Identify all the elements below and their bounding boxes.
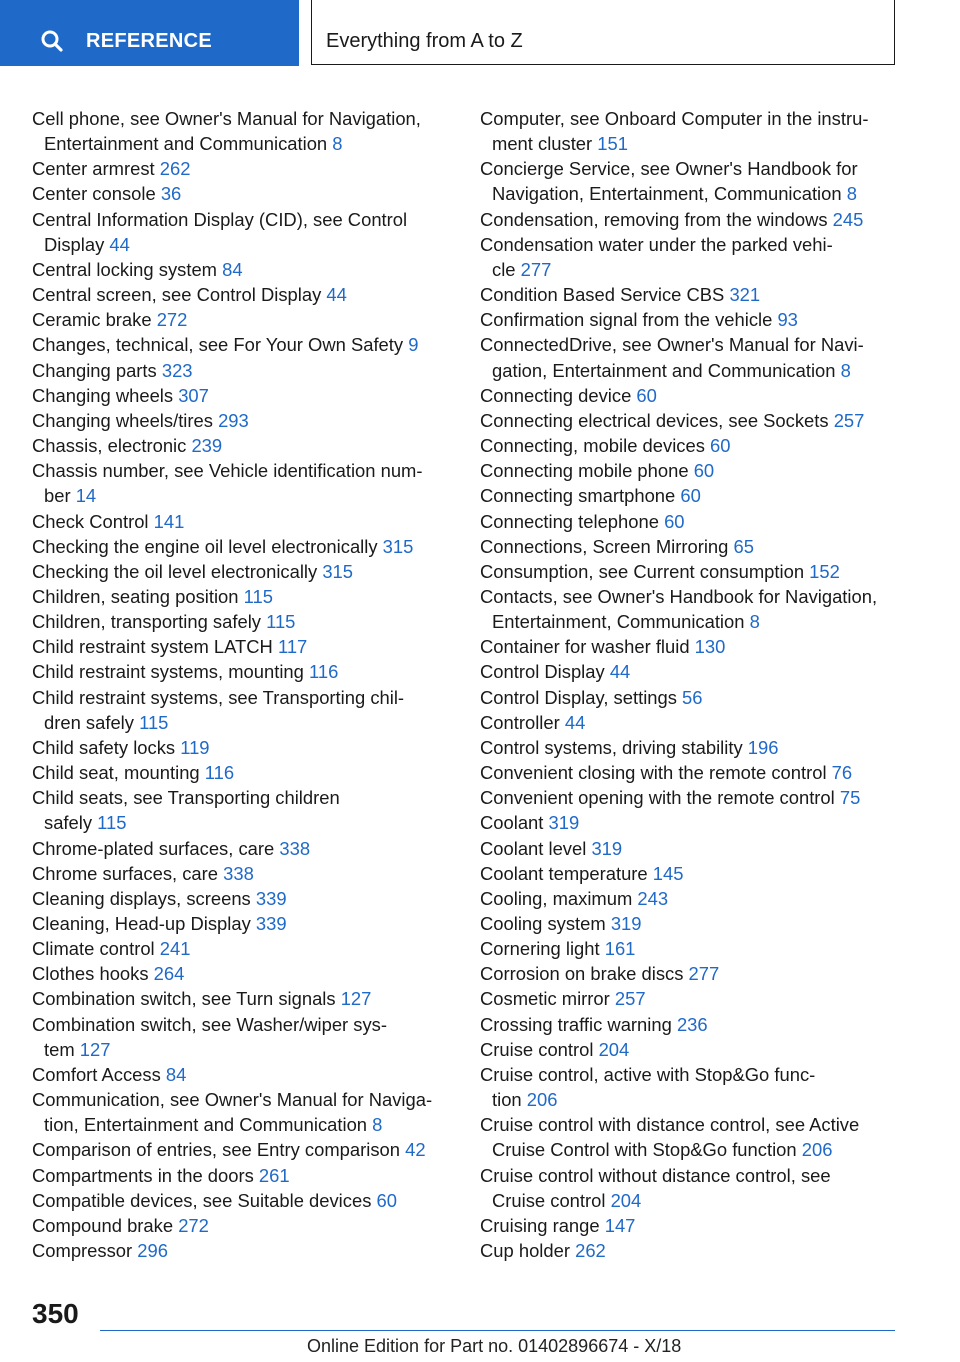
index-entry (480, 961, 900, 986)
index-entry-term: Convenient closing with the remote control (480, 762, 832, 784)
index-entry (32, 1062, 452, 1087)
index-entry-term: Contacts, see Owner's Handbook for Navigation, Entertainment, Communication (480, 585, 878, 633)
page-reference-link[interactable]: 339 (255, 913, 287, 934)
index-entry-term: Cleaning displays, screens (32, 887, 256, 909)
page-reference-link[interactable]: 277 (520, 258, 552, 280)
index-entry-term: Child seats, see Transporting children safely (32, 787, 340, 834)
index-entry-term: Coolant level (480, 837, 592, 859)
index-entry-term: Checking the engine oil level electronically (32, 535, 383, 557)
index-entry (480, 483, 900, 508)
page-number: 350 (32, 1298, 79, 1329)
index-entry-term: Consumption, see Current consumption (480, 560, 810, 582)
index-entry (32, 106, 452, 156)
page-reference-link[interactable]: 141 (153, 510, 185, 532)
page-reference-link[interactable]: 338 (279, 837, 311, 859)
index-entry-term: Central screen, see Control Display (32, 284, 327, 306)
index-entry (480, 986, 900, 1011)
index-entry (32, 1012, 452, 1062)
index-entry (32, 634, 452, 659)
index-entry-term: Checking the oil level electronically (32, 560, 323, 582)
page-reference-link[interactable]: 239 (191, 435, 223, 457)
page-reference-link[interactable]: 44 (109, 233, 130, 255)
index-entry-term: Communication, see Owner's Manual for Naviga- tion, Entertainment and Communication (32, 1089, 433, 1136)
index-entry-term: Chrome-plated surfaces, care (32, 837, 280, 859)
index-entry (480, 760, 900, 785)
index-entry (32, 307, 452, 332)
index-entry-term: Cruise control without distance control, see Cruise control (480, 1164, 831, 1211)
index-entry-term: Child seat, mounting (32, 762, 205, 784)
index-entry (32, 986, 452, 1011)
page-reference-link[interactable]: 127 (79, 1038, 111, 1060)
page-reference-link[interactable]: 319 (548, 812, 580, 834)
page-reference-link[interactable]: 151 (597, 133, 628, 155)
index-entry-term: Confirmation signal from the vehicle (480, 309, 778, 331)
index-entry (32, 509, 452, 534)
index-entry (480, 735, 900, 760)
index-entry-term: Controller (480, 711, 565, 733)
index-entry (480, 1037, 900, 1062)
page-reference-link[interactable]: 8 (846, 183, 857, 205)
page-reference-link[interactable]: 262 (159, 158, 191, 180)
page-reference-link[interactable]: 76 (831, 762, 853, 784)
page-reference-link[interactable]: 339 (255, 887, 287, 909)
page-reference-link[interactable]: 115 (139, 711, 169, 733)
index-entry-term: Compartments in the doors (32, 1164, 259, 1186)
index-entry-term: Cup holder (480, 1240, 576, 1262)
page-reference-link[interactable]: 93 (777, 309, 798, 331)
index-entry (480, 886, 900, 911)
index-entry (32, 207, 452, 257)
edition-text: Online Edition for Part no. 01402896674 - X/18 (307, 1336, 682, 1356)
index-entry (480, 710, 900, 735)
index-entry-term: Cruise control (480, 1038, 599, 1060)
index-entry (480, 1112, 900, 1162)
index-entry-term: Coolant (480, 812, 549, 834)
page-reference-link[interactable]: 60 (693, 460, 715, 482)
page-reference-link[interactable]: 307 (178, 384, 209, 406)
index-entry-term: Children, seating position (32, 585, 244, 607)
index-entry (32, 836, 452, 861)
index-entry-term: Center armrest (32, 158, 160, 180)
page-reference-link[interactable]: 117 (277, 636, 308, 658)
index-entry-term: Cruising range (480, 1214, 605, 1236)
index-entry (32, 961, 452, 986)
index-entry (32, 886, 452, 911)
index-entry (32, 1188, 452, 1213)
index-entry-term: Child safety locks (32, 736, 181, 758)
index-entry-term: Condition Based Service CBS (480, 284, 730, 306)
index-entry-term: ConnectedDrive, see Owner's Manual for Navi- gation, Entertainment and Communication (480, 334, 864, 381)
page-reference-link[interactable]: 145 (652, 862, 684, 884)
page-reference-link[interactable]: 257 (833, 409, 865, 431)
page-reference-link[interactable]: 84 (165, 1063, 187, 1085)
page-reference-link[interactable]: 245 (832, 208, 864, 230)
page-reference-link[interactable]: 204 (598, 1038, 630, 1060)
index-entry-term: Ceramic brake (32, 309, 157, 331)
index-entry-term: Chrome surfaces, care (32, 862, 224, 884)
page-reference-link[interactable]: 8 (749, 611, 760, 633)
page-reference-link[interactable]: 9 (408, 334, 419, 356)
page-reference-link[interactable]: 241 (159, 938, 191, 960)
index-entry (480, 509, 900, 534)
index-entry (32, 911, 452, 936)
index-entry (480, 433, 900, 458)
index-entry-term: Comfort Access (32, 1063, 166, 1085)
index-entry (480, 634, 900, 659)
index-entry-term: Check Control (32, 510, 154, 532)
index-entry (32, 181, 452, 206)
index-entry (32, 1087, 452, 1137)
index-entry (480, 207, 900, 232)
index-entry (480, 307, 900, 332)
page-title: Everything from A to Z (326, 30, 523, 52)
page-reference-link[interactable]: 147 (604, 1214, 636, 1236)
page-reference-link[interactable]: 115 (243, 585, 273, 607)
page-reference-link[interactable]: 319 (610, 913, 642, 934)
index-entry (480, 584, 900, 634)
index-entry (480, 458, 900, 483)
index-entry (32, 760, 452, 785)
page-reference-link[interactable]: 206 (526, 1089, 558, 1111)
index-entry-term: Cornering light (480, 938, 605, 960)
index-entry (32, 358, 452, 383)
page-reference-link[interactable]: 60 (664, 510, 685, 532)
index-entry-term: Compound brake (32, 1214, 179, 1236)
page-reference-link[interactable]: 321 (729, 284, 761, 306)
page-reference-link[interactable]: 65 (733, 535, 754, 557)
page-reference-link[interactable]: 161 (604, 938, 636, 960)
index-entry-term: Condensation, removing from the windows (480, 208, 833, 230)
page-reference-link[interactable]: 261 (258, 1164, 290, 1186)
index-entry (480, 383, 900, 408)
section-label: REFERENCE (86, 30, 213, 52)
page-reference-link[interactable]: 296 (137, 1240, 168, 1262)
page-reference-link[interactable]: 315 (382, 535, 414, 557)
index-entry-term: Control systems, driving stability (480, 736, 748, 758)
index-entry (480, 282, 900, 307)
page-reference-link[interactable]: 196 (747, 736, 779, 758)
page-reference-link[interactable]: 14 (75, 485, 97, 507)
index-entry-term: Child restraint systems, mounting (32, 661, 309, 683)
page-reference-link[interactable]: 152 (809, 560, 840, 582)
page-reference-link[interactable]: 36 (160, 183, 182, 205)
page-reference-link[interactable]: 8 (372, 1114, 383, 1136)
page-reference-link[interactable]: 60 (680, 485, 701, 507)
page-reference-link[interactable]: 84 (222, 258, 243, 280)
page-reference-link[interactable]: 8 (332, 133, 343, 155)
index-entry (32, 584, 452, 609)
index-entry-term: Connecting mobile phone (480, 460, 694, 482)
page-reference-link[interactable]: 8 (840, 359, 851, 381)
page-reference-link[interactable]: 127 (340, 988, 372, 1010)
index-entry (480, 659, 900, 684)
index-entry-term: Climate control (32, 938, 160, 960)
index-entry-term: Combination switch, see Turn signals (32, 988, 341, 1010)
index-entry-term: Convenient opening with the remote control (480, 787, 840, 809)
index-column-right (480, 106, 900, 1263)
index-entry-term: Changing wheels (32, 384, 179, 406)
index-entry-term: Comparison of entries, see Entry comparison (32, 1139, 406, 1161)
page-reference-link[interactable]: 272 (178, 1214, 209, 1236)
index-entry (480, 785, 900, 810)
index-entry-term: Connecting device (480, 384, 637, 406)
index-entry-term: Connections, Screen Mirroring (480, 535, 734, 557)
page-reference-link[interactable]: 319 (591, 837, 623, 859)
index-entry-term: Connecting electrical devices, see Sockets (480, 409, 834, 431)
index-entry (480, 408, 900, 433)
page-reference-link[interactable]: 60 (636, 384, 657, 406)
page-reference-link[interactable]: 56 (682, 686, 703, 708)
index-entry-term: Child restraint system LATCH (32, 636, 278, 658)
index-entry (32, 282, 452, 307)
index-entry-term: Combination switch, see Washer/wiper sys- tem (32, 1013, 387, 1060)
index-entry-term: Connecting, mobile devices (480, 435, 711, 457)
index-entry-term: Chassis, electronic (32, 435, 192, 457)
index-entry-term: Compatible devices, see Suitable devices (32, 1189, 377, 1211)
section-tab (0, 0, 299, 66)
index-entry (480, 232, 900, 282)
index-entry (32, 559, 452, 584)
index-entry (32, 156, 452, 181)
index-entry (480, 810, 900, 835)
page-reference-link[interactable]: 116 (308, 661, 339, 683)
index-entry (32, 1238, 452, 1263)
index-entry-term: Central locking system (32, 258, 223, 280)
index-entry (32, 936, 452, 961)
index-entry (32, 534, 452, 559)
index-entry-term: Control Display, settings (480, 686, 683, 708)
index-entry-term: Corrosion on brake discs (480, 963, 689, 985)
page-reference-link[interactable]: 116 (204, 762, 235, 784)
footer-divider (100, 1330, 895, 1331)
index-entry-term: Chassis number, see Vehicle identification num- ber (32, 460, 423, 507)
index-entry-term: Container for washer fluid (480, 636, 695, 658)
page-reference-link[interactable]: 75 (839, 787, 861, 809)
index-entry-term: Coolant temperature (480, 862, 653, 884)
index-entry (480, 911, 900, 936)
index-entry (480, 559, 900, 584)
index-entry-term: Cooling system (480, 913, 611, 934)
index-entry-term: Center console (32, 183, 161, 205)
header-title-box (311, 0, 895, 65)
index-entry (32, 659, 452, 684)
index-entry-term: Compressor (32, 1240, 138, 1262)
index-entry (480, 1163, 900, 1213)
page-reference-link[interactable]: 115 (266, 611, 296, 633)
index-entry-term: Condensation water under the parked vehi- cle (480, 233, 833, 280)
index-entry-term: Concierge Service, see Owner's Handbook for Navigation, Entertainment, Communication (480, 158, 858, 205)
index-entry (32, 1213, 452, 1238)
index-entry (32, 383, 452, 408)
index-entry (480, 861, 900, 886)
index-entry-term: Control Display (480, 661, 610, 683)
index-entry (480, 1213, 900, 1238)
page-reference-link[interactable]: 338 (223, 862, 254, 884)
page-reference-link[interactable]: 206 (801, 1139, 833, 1161)
index-entry-term: Cell phone, see Owner's Manual for Navigation, Entertainment and Communication (32, 108, 421, 155)
index-entry (32, 257, 452, 282)
index-entry-term: Cleaning, Head-up Display (32, 913, 256, 934)
index-entry (32, 408, 452, 433)
index-entry-term: Crossing traffic warning (480, 1013, 677, 1035)
page-reference-link[interactable]: 119 (180, 736, 210, 758)
index-entry-term: Cooling, maximum (480, 887, 638, 909)
page-reference-link[interactable]: 42 (405, 1139, 426, 1161)
index-entry-term: Changing parts (32, 359, 162, 381)
index-entry (480, 1238, 900, 1263)
index-entry (32, 433, 452, 458)
page-reference-link[interactable]: 60 (376, 1189, 397, 1211)
index-entry-term: Connecting telephone (480, 510, 665, 532)
index-entry (32, 609, 452, 634)
index-entry-term: Cruise control, active with Stop&Go func- tion (480, 1063, 816, 1111)
page-reference-link[interactable]: 323 (161, 359, 193, 381)
index-entry (480, 534, 900, 559)
page-reference-link[interactable]: 243 (637, 887, 669, 909)
page-reference-link[interactable]: 293 (218, 409, 249, 431)
index-entry (32, 1163, 452, 1188)
page-reference-link[interactable]: 44 (564, 711, 586, 733)
page-reference-link[interactable]: 315 (322, 560, 353, 582)
page-reference-link[interactable]: 262 (575, 1240, 606, 1262)
index-entry-term: Children, transporting safely (32, 611, 267, 633)
index-entry (32, 1137, 452, 1162)
index-entry (32, 458, 452, 508)
page-reference-link[interactable]: 264 (153, 963, 185, 985)
index-entry (480, 106, 900, 156)
index-entry-term: Child restraint systems, see Transporting chil- dren safely (32, 686, 405, 733)
index-entry (480, 1062, 900, 1112)
index-entry (480, 332, 900, 382)
index-entry-term: Clothes hooks (32, 963, 154, 985)
index-entry-term: Computer, see Onboard Computer in the instru- ment cluster (480, 108, 869, 155)
index-entry (480, 836, 900, 861)
index-entry (480, 156, 900, 206)
index-entry (32, 861, 452, 886)
index-entry (480, 685, 900, 710)
search-icon (40, 30, 70, 54)
page-reference-link[interactable]: 44 (326, 284, 347, 306)
index-entry-term: Central Information Display (CID), see Control Display (32, 208, 408, 255)
index-entry (32, 785, 452, 835)
index-entry (32, 685, 452, 735)
index-entry (32, 735, 452, 760)
index-entry (480, 936, 900, 961)
page-reference-link[interactable]: 204 (610, 1189, 642, 1211)
index-entry-term: Changing wheels/tires (32, 409, 219, 431)
page-reference-link[interactable]: 44 (609, 661, 631, 683)
index-entry (480, 1012, 900, 1037)
index-entry-term: Cruise control with distance control, see Active Cruise Control with Stop&Go function (480, 1114, 860, 1161)
index-entry-term: Cosmetic mirror (480, 988, 615, 1010)
index-entry (32, 332, 452, 357)
page-reference-link[interactable]: 60 (710, 435, 731, 457)
page-reference-link[interactable]: 130 (694, 636, 726, 658)
page-reference-link[interactable]: 272 (156, 309, 188, 331)
page-reference-link[interactable]: 257 (614, 988, 646, 1010)
index-column-left (32, 106, 452, 1263)
page-reference-link[interactable]: 236 (676, 1013, 708, 1035)
page-reference-link[interactable]: 277 (688, 963, 720, 985)
index-entry-term: Changes, technical, see For Your Own Safety (32, 334, 409, 356)
index-entry-term: Connecting smartphone (480, 485, 681, 507)
page-reference-link[interactable]: 115 (97, 812, 127, 834)
